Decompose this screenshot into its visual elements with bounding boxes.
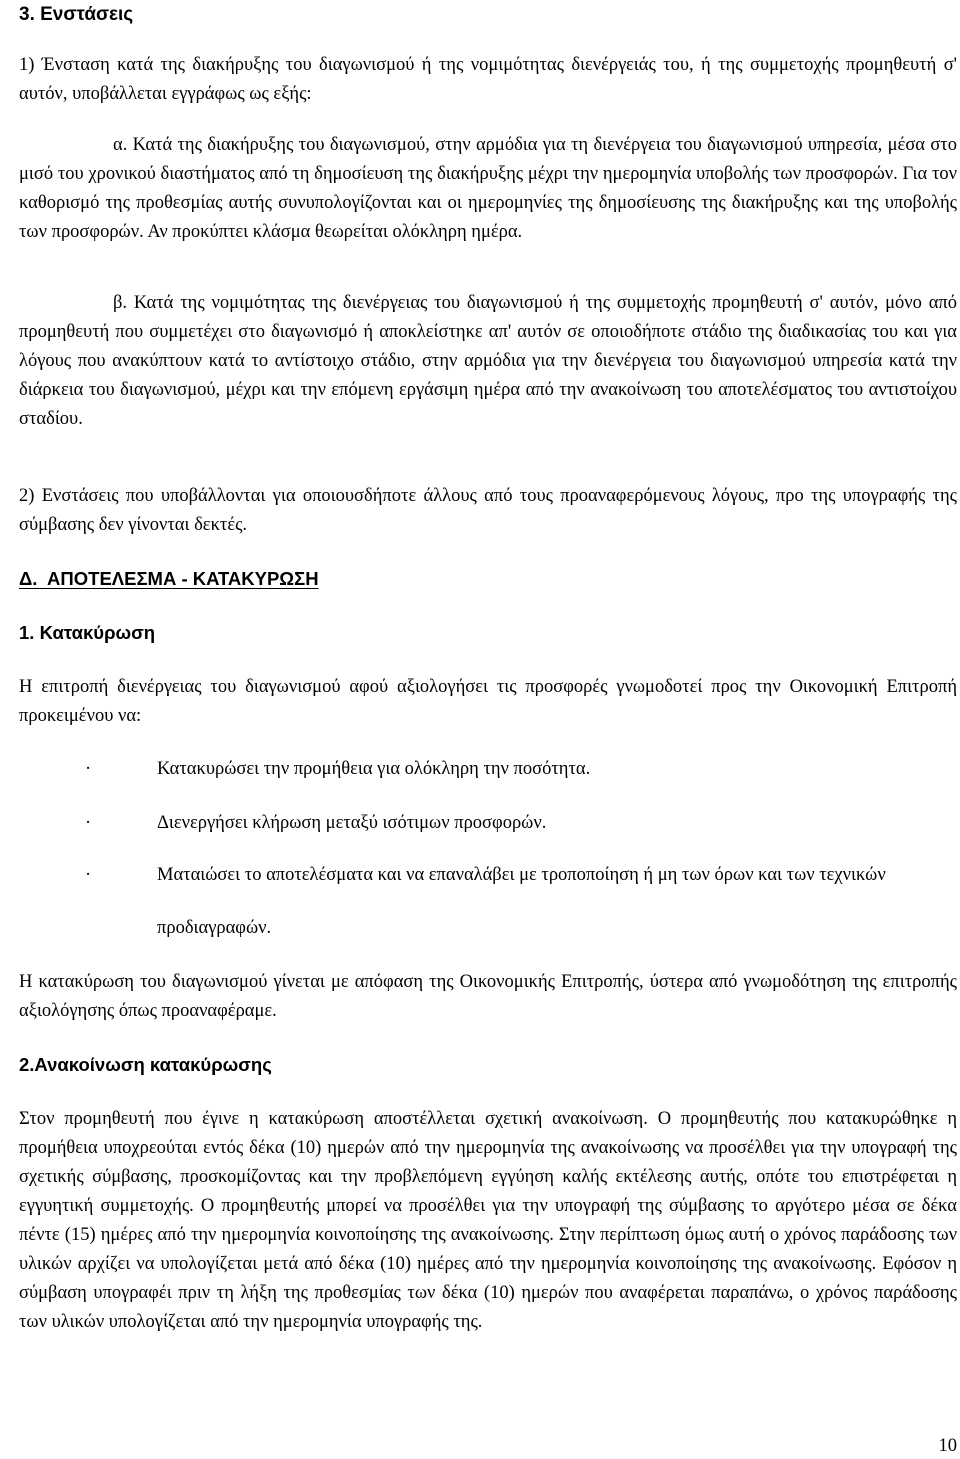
bullet-dot: · [85,813,92,833]
notice-heading: 2.Ανακοίνωση κατακύρωσης [19,1054,272,1075]
objection-paragraph-beta: β. Κατά της νομιμότητας της διενέργειας του διαγωνισμού ή της συμμετοχής προμηθευτή σ' αυτόν, μόνο από προμηθευτή που συμμετέχει στο διαγωνισμό ή αποκλείστηκε απ' αυτόν σε οποιοδήποτε στάδιο της διαδικασίας του και για λόγους που ανακύπτουν κατά το αντίστοιχο στάδιο, στην αρμόδια για την διενέργεια του διαγωνισμού υπηρεσία κατά την διάρκεια του διαγωνισμού, μέχρι και την επόμενη εργάσιμη ημέρα από την ανακοίνωση του αποτελέσματος του αντιστοίχου σταδίου. [19,293,957,429]
chapter-heading [19,564,957,595]
award-decision: Η κατακύρωση του διαγωνισμού γίνεται με απόφαση της Οικονομικής Επιτροπής, ύστερα από γνωμοδότηση της επιτροπής αξιολόγησης όπως προαναφέραμε. [19,972,957,1021]
bullet-dot: · [85,865,92,885]
page-number: 10 [938,1436,957,1456]
award-option-text: Διενεργήσει κλήρωση μεταξύ ισότιμων προσφορών. [157,813,547,833]
award-option-text: Κατακυρώσει την προμήθεια για ολόκληρη την ποσότητα. [157,759,591,779]
award-heading-row [19,618,957,649]
award-intro: Η επιτροπή διενέργειας του διαγωνισμού αφού αξιολογήσει τις προσφορές γνωμοδοτεί προς την Οικονομική Επιτροπή προκειμένου να: [19,677,957,726]
section-title: 3. Ενστάσεις [19,4,134,25]
objection-paragraph-alpha: α. Κατά της διακήρυξης του διαγωνισμού, στην αρμόδια για τη διενέργεια του διαγωνισμού υπηρεσία, μέσα στο μισό του χρονικού διαστήματος από τη δημοσίευση της διακήρυξης μέχρι την ημερομηνία υποβολής των προσφορών. Για τον καθορισμό της προθεσμίας αυτής συνυπολογίζονται και οι ημερομηνίες της δημοσίευσης της διακήρυξης και της υποβολής των προσφορών. Αν προκύπτει κλάσμα θεωρείται ολόκληρη ημέρα. [19,135,957,242]
bullet-dot: · [85,759,92,779]
chapter-title: Δ. ΑΠΟΤΕΛΕΣΜΑ - ΚΑΤΑΚΥΡΩΣΗ [19,568,319,589]
award-option-text: Ματαιώσει το αποτελέσματα και να επαναλάβει με τροποποίηση ή μη των όρων και των τεχνικών προδιαγραφών. [157,865,886,938]
objection-paragraph-1: 1) Ένσταση κατά της διακήρυξης του διαγωνισμού ή της νομιμότητας διενέργειάς του, ή της συμμετοχής προμηθευτή σ' αυτόν, υποβάλλεται εγγράφως ως εξής: [19,55,957,104]
notice-heading-row [19,1050,957,1081]
award-heading: 1. Κατακύρωση [19,622,156,643]
notice-body: Στον προμηθευτή που έγινε η κατακύρωση αποστέλλεται σχετική ανακοίνωση. Ο προμηθευτής που κατακυρώθηκε η προμήθεια υποχρεούται εντός δέκα (10) ημερών από την ημερομηνία της ανακοίνωσης να προσέλθει για την υπογραφή της σχετικής σύμβασης, προσκομίζοντας και την προβλεπόμενη εγγύηση καλής εκτέλεσης αυτής, οπότε του επιστρέφεται η εγγυητική συμμετοχής. Ο προμηθευτής μπορεί να προσέλθει για την υπογραφή της σύμβασης το αργότερο μέσα σε δέκα πέντε (15) ημέρες από την ημερομηνία κοινοποίησης της ανακοίνωσης. Στην περίπτωση όμως αυτή ο χρόνος παράδοσης των υλικών αρχίζει να υπολογίζεται μετά από δέκα (10) ημέρες από την ημερομηνία κοινοποίησης της ανακοίνωσης. Εφόσον η σύμβαση υπογραφέι πριν τη λήξη της προθεσμίας των δέκα (10) ημερών που αναφέρεται παραπάνω, ο χρόνος παράδοσης των υλικών υπολογίζεται από την ημερομηνία υπογραφής της. [19,1109,957,1332]
objection-paragraph-2: 2) Ενστάσεις που υποβάλλονται για οποιουσδήποτε άλλους από τους προαναφερόμενους λόγους, προ της υπογραφής της σύμβασης δεν γίνονται δεκτές. [19,486,957,535]
